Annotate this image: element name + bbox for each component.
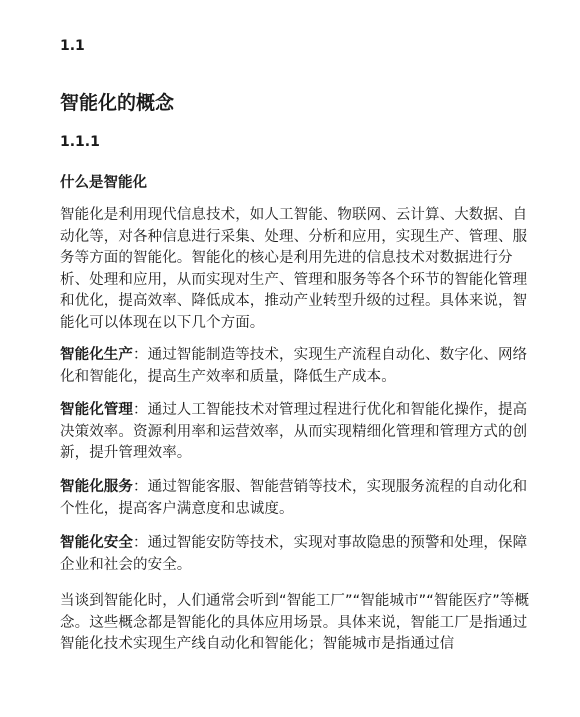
section-title: 智能化的概念 [60, 92, 175, 114]
security-paragraph [60, 533, 530, 576]
management-lead: 智能化管理 [60, 402, 133, 418]
management-text: ：通过人工智能技术对管理过程进行优化和智能化操作，提高决策效率。资源利用率和运营效率，从而实现精细化管理和管理方式的创新，提升管理效率。 [60, 402, 528, 461]
subsection-title: 什么是智能化 [60, 175, 147, 191]
production-lead: 智能化生产 [60, 347, 133, 363]
security-lead: 智能化安全 [60, 535, 133, 551]
intro-paragraph: 智能化是利用现代信息技术，如人工智能、物联网、云计算、大数据、自动化等，对各种信息进行采集、处理、分析和应用，实现生产、管理、服务等方面的智能化。智能化的核心是利用先进的信息技术对数据进行分析、处理和应用，从而实现对生产、管理和服务等各个环节的智能化管理和优化，提高效率、降低成本，推动产业转型升级的过程。具体来说，智能化可以体现在以下几个方面。 [60, 207, 528, 331]
subsection-number: 1.1.1 [60, 134, 100, 150]
production-paragraph [60, 345, 530, 388]
security-text: ：通过智能安防等技术，实现对事故隐患的预警和处理，保障企业和社会的安全。 [60, 535, 528, 573]
section-number: 1.1 [60, 38, 85, 54]
production-text: ：通过智能制造等技术，实现生产流程自动化、数字化、网络化和智能化，提高生产效率和质量，降低生产成本。 [60, 347, 528, 385]
closing-paragraph: 当谈到智能化时，人们通常会听到“智能工厂”“智能城市”“智能医疗”等概念。这些概念都是智能化的具体应用场景。具体来说，智能工厂是指通过智能化技术实现生产线自动化和智能化；智能城市是指通过信 [60, 593, 530, 652]
service-paragraph [60, 477, 530, 520]
service-text: ：通过智能客服、智能营销等技术，实现服务流程的自动化和个性化，提高客户满意度和忠诚度。 [60, 479, 528, 517]
management-paragraph [60, 400, 530, 465]
service-lead: 智能化服务 [60, 479, 133, 495]
